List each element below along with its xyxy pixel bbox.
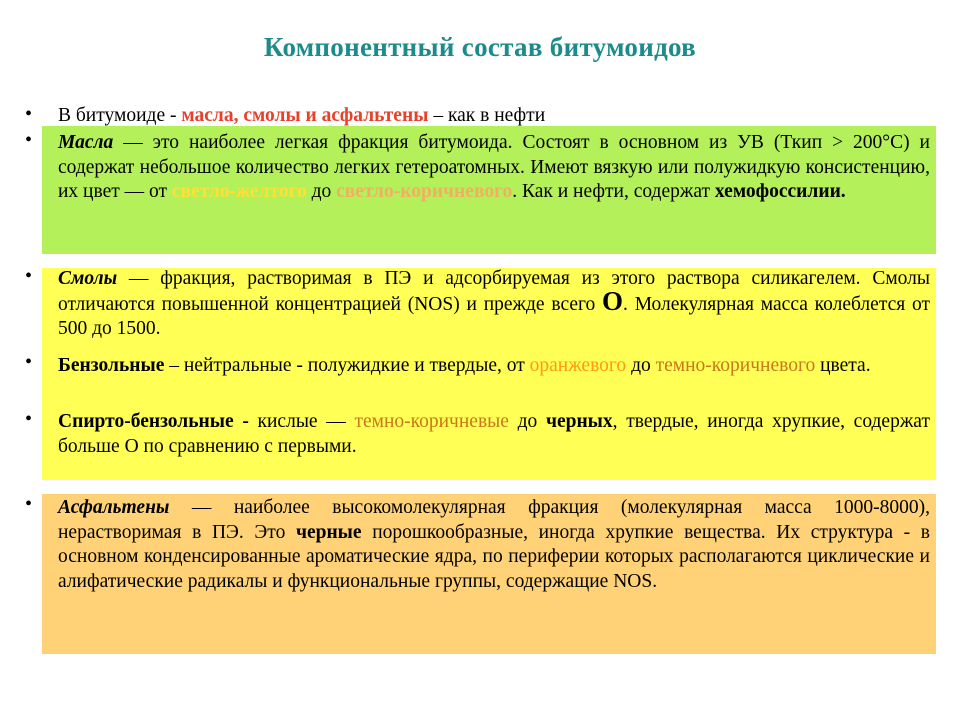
benzolnye-paragraph	[58, 354, 930, 379]
spirto-text-2: до	[508, 411, 546, 432]
smoly-paragraph	[58, 267, 930, 342]
spirto-text-3: , твердые, иногда хрупкие, содержат больше О по сравнению с первыми.	[58, 411, 930, 457]
smoly-term: Смолы	[58, 268, 118, 289]
spirto-color-dark-brown: темно-коричневые	[354, 411, 509, 432]
benzolnye-term: Бензольные	[58, 355, 165, 376]
slide-title: Компонентный состав битумоидов	[263, 32, 697, 62]
masla-chemofossils: хемофоссилии.	[714, 181, 846, 202]
intro-post: – как в нефти	[428, 105, 546, 126]
benzolnye-text-2: до	[626, 355, 656, 376]
bullet-icon: •	[25, 351, 33, 373]
smoly-text-1: — фракция, растворимая в ПЭ и адсорбируемая из этого раствора силикагелем. Смолы отличаются повышенной концентрацией (NOS) и прежде всего	[58, 268, 930, 315]
bullet-icon: •	[25, 103, 33, 125]
masla-text-2: до	[306, 181, 337, 202]
spirto-black: черных	[545, 411, 613, 432]
masla-text-1: — это наиболее легкая фракция битумоида. Состоят в основном из УВ (Ткип > 200°С) и содержат небольшое количество легких гетероатомных. Имеют вязкую или полужидкую консистенцию, их цвет — от	[58, 132, 930, 202]
smoly-text-2: . Молекулярная масса колеблется от 500 до 1500.	[58, 293, 930, 339]
spirto-term: Спирто-бензольные -	[58, 411, 249, 432]
masla-color-light-brown: светло-коричневого	[336, 181, 513, 202]
asfalteny-text-1: — наиболее высокомолекулярная фракция (молекулярная масса 1000-8000), нерастворимая в ПЭ. Это	[58, 497, 930, 543]
spirto-paragraph	[58, 410, 930, 459]
intro-highlight: масла, смолы и асфальтены	[181, 105, 429, 126]
asfalteny-paragraph	[58, 496, 930, 594]
bullet-icon: •	[25, 265, 33, 287]
asfalteny-black: черные	[295, 521, 362, 543]
benzolnye-text-3: цвета.	[815, 355, 871, 376]
intro-line	[58, 104, 545, 128]
asfalteny-text-2: порошкообразные, иногда хрупкие вещества. Их структура - в основном конденсированные ароматические ядра, по периферии которых располагаются циклические и алифатические радикалы и функциональные группы, содержащие NOS.	[58, 521, 930, 592]
masla-color-light-yellow: светло-желтого	[171, 181, 307, 202]
smoly-oxygen: О	[602, 285, 624, 316]
intro-pre: В битумоиде -	[58, 105, 182, 126]
spirto-text-1: кислые —	[248, 411, 355, 432]
masla-term: Масла	[58, 132, 114, 153]
asfalteny-term: Асфальтены	[58, 497, 170, 518]
bullet-icon: •	[25, 493, 33, 515]
bullet-icon: •	[25, 408, 33, 430]
bullet-icon: •	[25, 129, 33, 151]
masla-paragraph	[58, 131, 930, 205]
masla-text-3: . Как и нефти, содержат	[512, 181, 715, 202]
benzolnye-color-dark-brown: темно-коричневого	[655, 355, 816, 376]
benzolnye-text-1: – нейтральные - полужидкие и твердые, от	[164, 355, 530, 376]
benzolnye-color-orange: оранжевого	[529, 355, 627, 376]
